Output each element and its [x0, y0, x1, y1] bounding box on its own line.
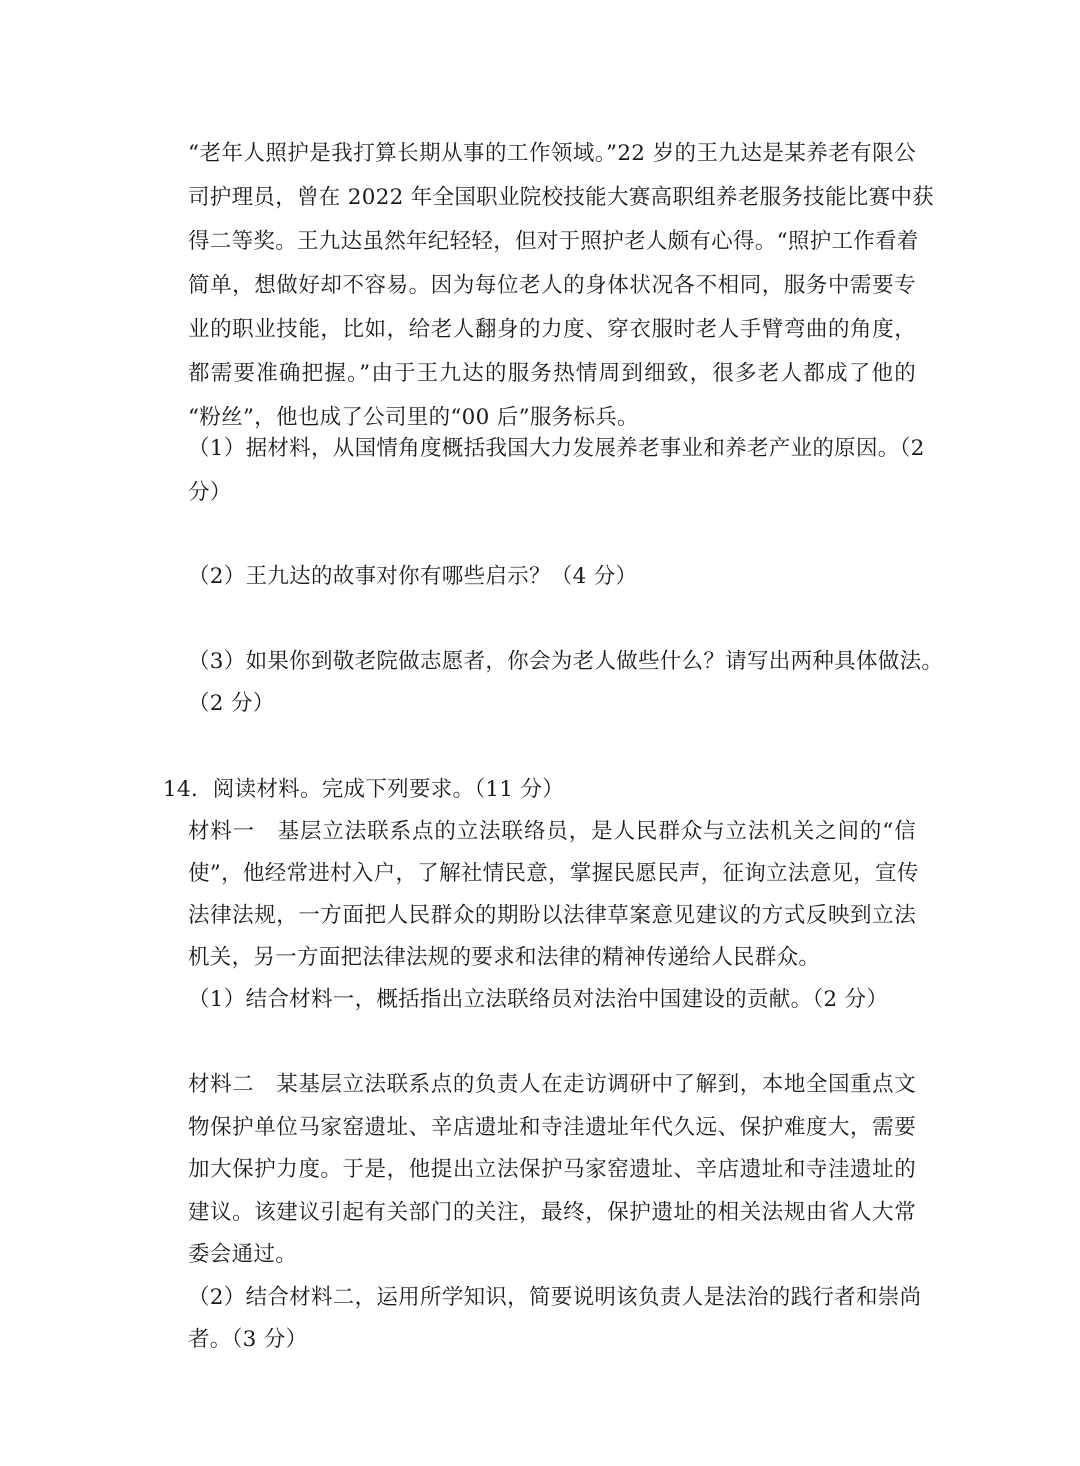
- q14-heading: 14．阅读材料。完成下列要求。（11 分）: [163, 777, 565, 802]
- material-line: 机关，另一方面把法律法规的要求和法律的精神传递给人民群众。: [188, 945, 821, 970]
- question-line: 者。（3 分）: [188, 1327, 308, 1352]
- question-line: （1）据材料，从国情角度概括我国大力发展养老事业和养老产业的原因。（2: [188, 436, 925, 461]
- material-line: 都需要准确把握。”由于王九达的服务热情周到细致，很多老人都成了他的: [188, 361, 916, 386]
- material-line: 简单，想做好却不容易。因为每位老人的身体状况各不相同，服务中需要专: [188, 273, 916, 298]
- question-line: （2）结合材料二，运用所学知识，简要说明该负责人是法治的践行者和崇尚: [188, 1285, 922, 1310]
- material-line: “老年人照护是我打算长期从事的工作领域。”22 岁的王九达是某养老有限公: [188, 141, 916, 166]
- material-line: 法律法规，一方面把人民群众的期盼以法律草案意见建议的方式反映到立法: [188, 903, 916, 928]
- material-line: “粉丝”，他也成了公司里的“00 后”服务标兵。: [188, 405, 639, 430]
- question-line: （2 分）: [188, 691, 275, 716]
- material-line: 物保护单位马家窑遗址、辛店遗址和寺洼遗址年代久远、保护难度大，需要: [188, 1115, 916, 1140]
- material-line: 业的职业技能，比如，给老人翻身的力度、穿衣服时老人手臂弯曲的角度，: [188, 317, 916, 342]
- question-line: （3）如果你到敬老院做志愿者，你会为老人做些什么？请写出两种具体做法。: [188, 649, 944, 674]
- question-line: 分）: [188, 480, 232, 505]
- q14-sub1: （1）结合材料一，概括指出立法联络员对法治中国建设的贡献。（2 分）: [188, 987, 889, 1012]
- material-line: 材料一 基层立法联系点的立法联络员，是人民群众与立法机关之间的“信: [188, 819, 916, 844]
- q13-sub2: （2）王九达的故事对你有哪些启示？（4 分）: [188, 564, 638, 589]
- material-line: 得二等奖。王九达虽然年纪轻轻，但对于照护老人颇有心得。“照护工作看着: [188, 229, 919, 254]
- material-line: 委会通过。: [188, 1242, 298, 1267]
- material-line: 材料二 某基层立法联系点的负责人在走访调研中了解到，本地全国重点文: [188, 1072, 916, 1097]
- material-line: 使”，他经常进村入户，了解社情民意，掌握民愿民声，征询立法意见，宣传: [188, 861, 919, 886]
- material-line: 司护理员，曾在 2022 年全国职业院校技能大赛高职组养老服务技能比赛中获: [188, 185, 934, 210]
- material-line: 建议。该建议引起有关部门的关注，最终，保护遗址的相关法规由省人大常: [188, 1200, 916, 1225]
- material-line: 加大保护力度。于是，他提出立法保护马家窑遗址、辛店遗址和寺洼遗址的: [188, 1157, 916, 1182]
